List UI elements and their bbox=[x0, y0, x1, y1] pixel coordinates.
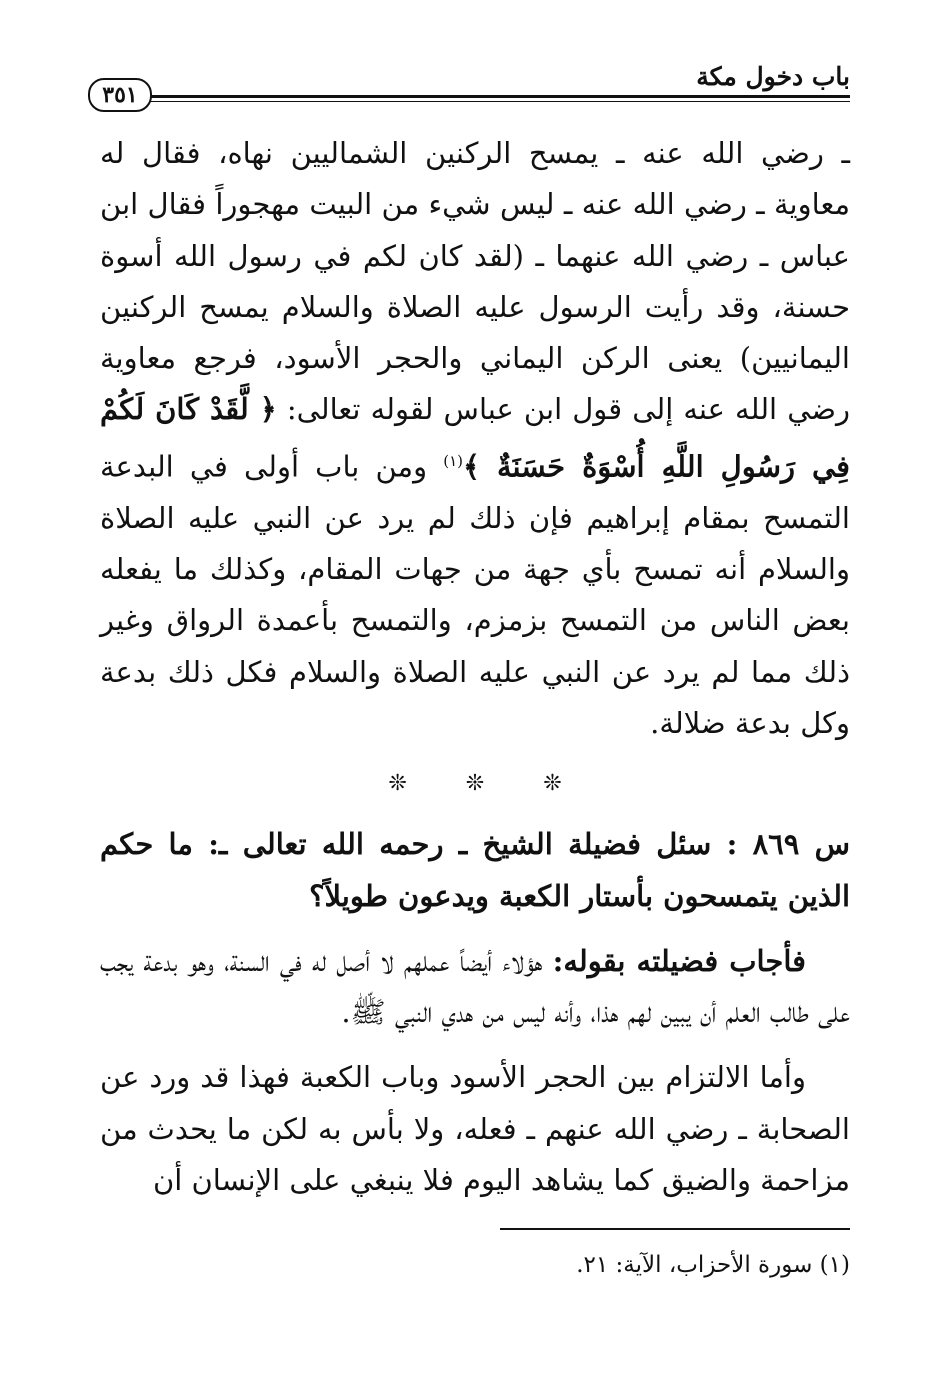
asterisk-ornament-icon: ❊ bbox=[388, 771, 407, 797]
paragraph-text: ـ رضي الله عنه ـ يمسح الركنين الشماليين نهاه، فقال له معاوية ـ رضي الله عنه ـ ليس شيء من البيت مهجوراً فقال ابن عباس ـ رضي الله عنهما ـ (لقد كان لكم في رسول الله أسوة حسنة، وقد رأيت الرسول عليه الصلاة والسلام يمسح الركنين اليمانيين) يعنى الركن اليماني والحجر الأسود، فرجع معاوية رضي الله عنه إلى قول ابن عباس لقوله تعالى: bbox=[100, 136, 850, 427]
chapter-title: باب دخول مكة bbox=[696, 62, 850, 91]
header-rule-thin bbox=[148, 101, 850, 102]
answer-text: هؤلاء أيضاً عملهم لا أصل له في السنة، وهو بدعة يجب على طالب العلم أن يبين لهم هذا، وأنه ليس من هدي النبي ﷺ. bbox=[100, 943, 850, 1030]
footnote-reference: (١) bbox=[443, 451, 464, 470]
quran-verse: ﴿ لَّقَدْ كَانَ لَكُمْ فِي رَسُولِ اللَّهِ أُسْوَةٌ حَسَنَةٌ ﴾ bbox=[100, 392, 851, 484]
question: س ٨٦٩ : سئل فضيلة الشيخ ـ رحمه الله تعالى ـ: ما حكم الذين يتمسحون بأستار الكعبة ويدعون طويلاً؟ bbox=[100, 827, 851, 913]
asterisk-ornament-icon: ❊ bbox=[465, 771, 485, 797]
running-header bbox=[88, 62, 850, 108]
section-separator bbox=[100, 749, 850, 819]
footnote: (١) سورة الأحزاب، الآية: ٢١. bbox=[576, 1252, 850, 1278]
paragraph-text: ومن باب أولى في البدعة التمسح بمقام إبراهيم فإن ذلك لم يرد عن النبي عليه الصلاة والسلام أنه تمسح بأي جهة من جهات المقام، وكذلك ما يفعله بعض الناس من التمسح بزمزم، والتمسح بأعمدة الرواق وغير ذلك مما لم يرد عن النبي عليه الصلاة والسلام فكل ذلك بدعة وكل بدعة ضلالة. bbox=[100, 449, 850, 740]
page-number: ٣٥١ bbox=[88, 78, 152, 112]
asterisk-ornament-icon: ❊ bbox=[543, 771, 562, 797]
answer-lead: فأجاب فضيلته بقوله: bbox=[552, 943, 807, 978]
paragraph bbox=[100, 128, 850, 749]
header-rule bbox=[148, 95, 850, 98]
answer bbox=[100, 936, 850, 1039]
page-body bbox=[100, 128, 850, 1206]
footnote-rule bbox=[500, 1228, 850, 1230]
paragraph: وأما الالتزام بين الحجر الأسود وباب الكعبة فهذا قد ورد عن الصحابة ـ رضي الله عنهم ـ فعله، ولا بأس به لكن ما يحدث من مزاحمة والضيق كما يشاهد اليوم فلا ينبغي على الإنسان أن bbox=[100, 1060, 850, 1197]
